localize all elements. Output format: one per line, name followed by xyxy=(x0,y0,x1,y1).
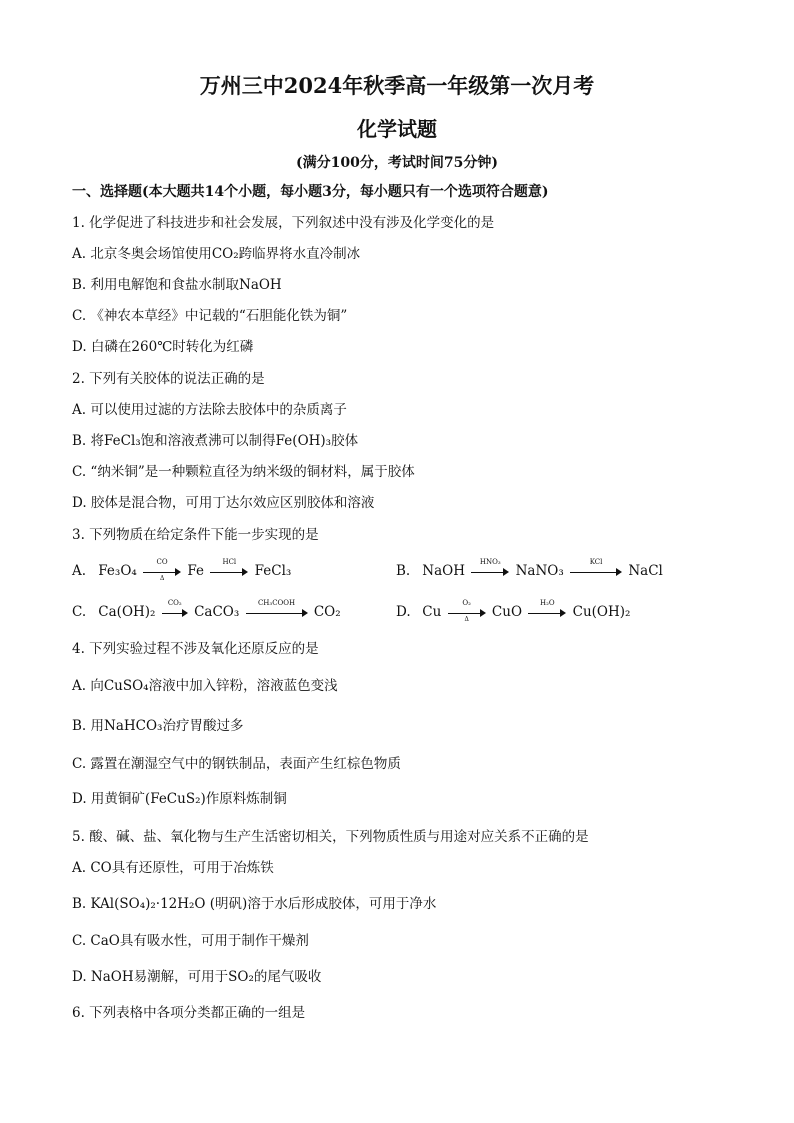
question-1-option-b: B. 利用电解饱和食盐水制取NaOH xyxy=(72,277,282,293)
question-2-option-b: B. 将FeCl₃饱和溶液煮沸可以制得Fe(OH)₃胶体 xyxy=(72,433,359,449)
question-3-stem: 3. 下列物质在给定条件下能一步实现的是 xyxy=(72,527,319,543)
option-label: D. xyxy=(396,604,411,620)
question-5-option-b: B. KAl(SO₄)₂·12H₂O (明矾)溶于水后形成胶体，可用于净水 xyxy=(72,896,437,912)
question-3-option-d xyxy=(396,598,631,623)
reactant: NaOH xyxy=(422,563,465,579)
intermediate: Fe xyxy=(187,563,205,579)
reaction-arrow-icon: HCl xyxy=(210,566,248,578)
question-2-option-d: D. 胶体是混合物，可用丁达尔效应区别胶体和溶液 xyxy=(72,495,375,511)
intermediate: CaCO₃ xyxy=(194,604,240,620)
exam-note: (满分100分，考试时间75分钟) xyxy=(296,155,498,171)
option-label: A. xyxy=(72,563,87,579)
question-4-option-d: D. 用黄铜矿(FeCuS₂)作原料炼制铜 xyxy=(72,791,287,807)
exam-title: 万州三中2024年秋季高一年级第一次月考 xyxy=(199,73,595,98)
question-5-option-a: A. CO具有还原性，可用于冶炼铁 xyxy=(72,860,274,876)
question-3-option-b xyxy=(396,557,663,580)
product: CO₂ xyxy=(313,604,341,620)
reaction-arrow-icon: HNO₃ xyxy=(471,566,509,578)
question-2-option-a: A. 可以使用过滤的方法除去胶体中的杂质离子 xyxy=(72,402,347,418)
question-3-option-a xyxy=(72,557,292,582)
question-1-option-a: A. 北京冬奥会场馆使用CO₂跨临界将水直冷制冰 xyxy=(72,246,361,262)
question-1-stem: 1. 化学促进了科技进步和社会发展，下列叙述中没有涉及化学变化的是 xyxy=(72,215,495,231)
question-3-option-c xyxy=(72,598,341,621)
option-label: C. xyxy=(72,604,87,620)
question-1-option-d: D. 白磷在260℃时转化为红磷 xyxy=(72,339,254,355)
product: Cu(OH)₂ xyxy=(572,604,631,620)
reactant: Cu xyxy=(422,604,442,620)
question-2-option-c: C. “纳米铜”是一种颗粒直径为纳米级的铜材料，属于胶体 xyxy=(72,464,415,480)
question-4-option-a: A. 向CuSO₄溶液中加入锌粉，溶液蓝色变浅 xyxy=(72,678,338,694)
reaction-arrow-icon: KCl xyxy=(570,566,622,578)
section-heading: 一、选择题(本大题共14个小题，每小题3分，每小题只有一个选项符合题意) xyxy=(72,184,549,200)
question-4-option-b: B. 用NaHCO₃治疗胃酸过多 xyxy=(72,718,244,734)
question-4-option-c: C. 露置在潮湿空气中的钢铁制品，表面产生红棕色物质 xyxy=(72,756,401,772)
reactant: Fe₃O₄ xyxy=(98,563,137,579)
question-5-option-d: D. NaOH易潮解，可用于SO₂的尾气吸收 xyxy=(72,969,322,985)
reactant: Ca(OH)₂ xyxy=(98,604,156,620)
reaction-arrow-icon: $\frac{CO}{\Delta}$ xyxy=(143,566,181,578)
product: FeCl₃ xyxy=(254,563,292,579)
question-4-stem: 4. 下列实验过程不涉及氧化还原反应的是 xyxy=(72,641,319,657)
question-5-stem: 5. 酸、碱、盐、氧化物与生产生活密切相关，下列物质性质与用途对应关系不正确的是 xyxy=(72,829,589,845)
reaction-arrow-icon: $\frac{\text{O₂}}{\Delta}$ xyxy=(448,607,486,619)
question-1-option-c: C. 《神农本草经》中记载的“石胆能化铁为铜” xyxy=(72,308,348,324)
reaction-arrow-icon: H₂O xyxy=(528,607,566,619)
exam-subject: 化学试题 xyxy=(357,117,437,141)
question-6-stem: 6. 下列表格中各项分类都正确的一组是 xyxy=(72,1005,306,1021)
intermediate: CuO xyxy=(491,604,523,620)
product: NaCl xyxy=(628,563,663,579)
question-2-stem: 2. 下列有关胶体的说法正确的是 xyxy=(72,371,265,387)
reaction-arrow-icon: CH₃COOH xyxy=(246,607,308,619)
reaction-arrow-icon: CO₂ xyxy=(162,607,188,619)
question-5-option-c: C. CaO具有吸水性，可用于制作干燥剂 xyxy=(72,933,309,949)
intermediate: NaNO₃ xyxy=(515,563,564,579)
option-label: B. xyxy=(396,563,411,579)
